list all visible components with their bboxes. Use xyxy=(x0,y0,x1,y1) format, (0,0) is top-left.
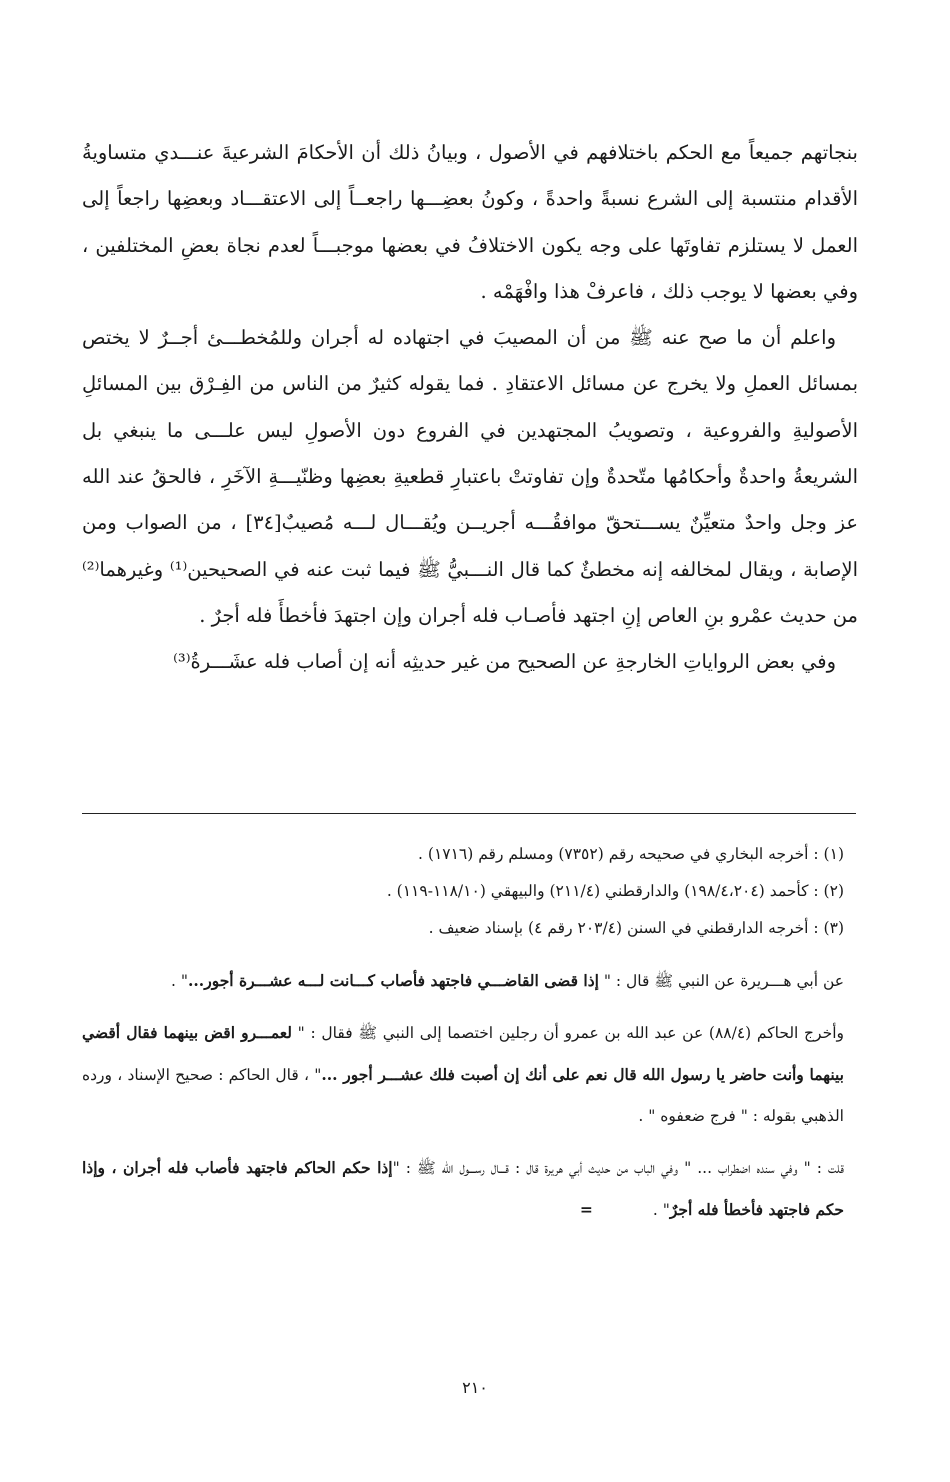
annotation-2-end: " ، قال الحاكم : صحيح الإسناد ، ورده الذهبي بقوله : " فرج ضعفوه " . xyxy=(82,1066,844,1125)
annotation-2-quote: لعمـــرو اقض بينهما فقال أقضي بينهما وأنت حاضر يا رسول الله قال نعم على أنك إن أصبت فلك عشـــر أجور ... xyxy=(82,1023,844,1084)
footnote-2: (٢) : كأحمد (١٩٨/٤،٢٠٤) والدارقطني (٢١١/٤) والبيهقي (١١٨/١٠-١١٩) . xyxy=(386,882,844,900)
annotation-3-end: " . xyxy=(652,1201,670,1219)
footnote-3: (٣) : أخرجه الدارقطني في السنن (٢٠٣/٤ رقم ٤) بإسناد ضعيف . xyxy=(428,919,844,937)
annotations-section xyxy=(82,960,858,1241)
annotation-1-start: عن أبي هـــريرة عن النبي ﷺ قال : " xyxy=(598,972,844,990)
annotation-3-start: قلت : " وفي سنده اضطراب ... " وفي الباب من حديث أبي هريرة قال : قـــال رســـول الله ﷺ : " xyxy=(392,1159,844,1177)
continuation-mark: = xyxy=(579,1200,593,1219)
annotation-2-start: وأخرج الحاكم (٨٨/٤) عن عبد الله بن عمرو أن رجلين اختصما إلى النبي ﷺ فقال : " xyxy=(291,1024,844,1042)
annotation-2 xyxy=(82,1012,858,1137)
annotation-1-quote: إذا قضى القاضـــي فاجتهد فأصاب كـــانت لـــه عشـــرة أجور... xyxy=(188,971,599,990)
paragraph-3: وفي بعض الرواياتِ الخارجةِ عن الصحيح من غير حديثِه أنه إن أصاب فله عشَـــرةُ⁽³⁾ xyxy=(173,650,836,674)
main-text xyxy=(82,130,858,686)
footnotes-section xyxy=(82,836,858,947)
paragraph-2: واعلم أن ما صح عنه ﷺ من أن المصيبَ في اجتهاده له أجران وللمُخطـــئ أجــرٌ لا يختص بمسائل العملِ ولا يخرج عن مسائل الاعتقادِ . فما يقوله كثيرٌ من الناس من الفِـرْق بين المسائلِ الأصوليةِ والفروعية ، وتصويبُ المجتهدين في الفروع دون الأصولِ ليس علـــى ما ينبغي بل الشريعةُ واحدةٌ وأحكامُها متّحدةٌ وإن تفاوتتْ باعتبارِ قطعيةِ بعضِها وظنّيـــةِ الآخَرِ ، فالحقُ عند الله عز وجل واحدٌ متعيِّنٌ يســـتحقّ موافقُـــه أجريــن ويُقـــال لـــه مُصيبٌ[٣٤] ، من الصواب ومن الإصابة ، ويقال لمخالفه إنه مخطئٌ كما قال النـــبيُّ ﷺ فيما ثبت عنه في الصحيحين⁽¹⁾ وغيرهما⁽²⁾ من حديث عمْرو بنِ العاص إنِ اجتهد فأصـاب فله أجران وإن اجتهدَ فأخطأَ فله أجرٌ . xyxy=(82,326,858,627)
annotation-1 xyxy=(82,960,858,1002)
paragraph-1: بنجاتهم جميعاً مع الحكم باختلافهم في الأصول ، وبيانُ ذلك أن الأحكامَ الشرعيةَ عنـــدي متساويةُ الأقدام منتسبة إلى الشرع نسبةً واحدةً ، وكونُ بعضِـــها راجعــاً إلى الاعتقـــاد وبعضِها راجعاً إلى العمل لا يستلزم تفاوتَها على وجه يكون الاختلافُ في بعضها موجبـــاً لعدم نجاة بعضِ المختلفين ، وفي بعضها لا يوجب ذلك ، فاعرفْ هذا وافْهَمْه . xyxy=(82,141,858,303)
annotation-3-quote: إذا حكم الحاكم فاجتهد فأصاب فله أجران ، وإذا حكم فاجتهد فأخطأ فله أجرٌ xyxy=(82,1158,844,1219)
page-number: ٢١٠ xyxy=(462,1378,488,1397)
footnote-1: (١) : أخرجه البخاري في صحيحه رقم (٧٣٥٢) ومسلم رقم (١٧١٦) . xyxy=(418,845,844,863)
footnote-divider xyxy=(82,813,856,814)
annotation-1-end: " . xyxy=(171,972,189,990)
annotation-3 xyxy=(82,1147,858,1231)
